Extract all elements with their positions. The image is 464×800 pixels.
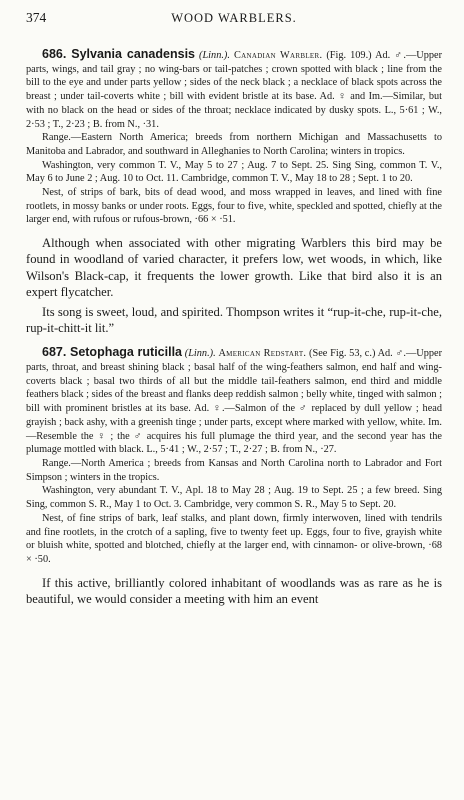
species-number-name: 686. Sylvania canadensis [42, 47, 195, 61]
figure-reference: (See Fig. 53, c.) [309, 348, 376, 360]
common-name: American Redstart. [218, 348, 307, 360]
nest-paragraph: Nest, of fine strips of bark, leaf stalks, and plant down, firmly interwoven, lined with tendrils and fine rootlets, in the crotch of a sapling, five to twenty feet up. Eggs, four to five, grayish white or bluish white, spotted and blotched, chiefly at the larger end, with cinnamon- or olive-brown, ·68 × ·50. [26, 512, 442, 565]
dates-paragraph: Washington, very common T. V., May 5 to 27 ; Aug. 7 to Sept. 25. Sing Sing, common T. V., May 6 to June 2 ; Aug. 10 to Oct. 11. Cambridge, common T. V., May 18 to 28 ; Sept. 1 to 20. [26, 159, 442, 185]
page-number: 374 [26, 10, 47, 25]
essay-paragraph: Its song is sweet, loud, and spirited. Thompson writes it “rup-it-che, rup-it-che, rup-it-chitt-it lit.” [26, 304, 442, 336]
species-authority: (Linn.). [199, 50, 230, 61]
range-paragraph: Range.—North America ; breeds from Kansas and North Carolina north to Labrador and Fort Simpson ; winters in the tropics. [26, 457, 442, 483]
description-text: Ad. ♂.—Upper parts, wings, and tail gray ; no wing-bars or tail-patches ; crown spotted with black ; line from the bill to the eye and under parts yellow ; sides of the neck black ; a necklace of black spots across the breast ; under tail-coverts white ; bill with evident bristle at its base. Ad. ♀ and Im.—Similar, but with no black on the head or sides of the throat; necklace indicated by dusky spots. L., 5·61 ; W., 2·53 ; T., 2·23 ; B. from N., ·31. [26, 50, 443, 130]
page-header [26, 10, 442, 38]
range-paragraph: Range.—Eastern North America; breeds from northern Michigan and Massachusetts to Manitoba and Labrador, and southward in Alleghanies to North Carolina; winters in tropics. [26, 132, 442, 157]
essay-paragraph: Although when associated with other migrating Warblers this bird may be found in woodland of varied character, it prefers low, wet woods, in which, like Wilson's Black-cap, it frequents the lower growth. Like that bird also it is an expert flycatcher. [26, 236, 442, 299]
dates-paragraph: Washington, very abundant T. V., Apl. 18 to May 28 ; Aug. 19 to Sept. 25 ; a few breed. Sing Sing, common S. R., May 1 to Oct. 3. Cambridge, very common S. R., May 5 to Sept. 20. [26, 485, 442, 511]
running-head: WOOD WARBLERS. [171, 11, 297, 25]
entry-heading [26, 346, 442, 457]
common-name: Canadian Warbler. [233, 50, 323, 61]
species-entry-687 [26, 346, 442, 607]
description-text: Ad. ♂.—Upper parts, throat, and breast shining black ; basal half of the wing-feathers salmon, end half and wing-coverts black ; basal two thirds of all but the middle tail-feathers salmon, end third and middle feathers black ; sides of the breast and flanks deep reddish salmon ; belly white, tinged with salmon ; bill with prominent bristles at its base. Ad. ♀.—Salmon of the ♂ replaced by dull yellow ; head grayish ; back ashy, with a greenish tinge ; under parts, except where marked with yellow, white. Im.—Resemble the ♀ ; the ♂ acquires his full plumage the third year, and the second year has the plumage mottled with black. L., 5·41 ; W., 2·57 ; T., 2·27 ; B. from N., ·27. [26, 348, 443, 456]
essay-text [26, 575, 442, 607]
essay-text [26, 235, 442, 336]
species-number-name: 687. Setophaga ruticilla [42, 345, 182, 360]
species-authority: (Linn.). [184, 348, 216, 360]
figure-reference: (Fig. 109.) [326, 50, 372, 61]
nest-paragraph: Nest, of strips of bark, bits of dead wood, and moss wrapped in leaves, and lined with fine rootlets, in mossy banks or under roots. Eggs, four to five, white, speckled and spotted, chiefly at the larger end, with rufous or rufous-brown, ·66 × ·51. [26, 187, 442, 226]
species-entry-686 [26, 48, 442, 336]
entry-heading [26, 48, 442, 131]
essay-paragraph: If this active, brilliantly colored inhabitant of woodlands was as rare as he is beautiful, we would consider a meeting with him an event [26, 575, 442, 606]
